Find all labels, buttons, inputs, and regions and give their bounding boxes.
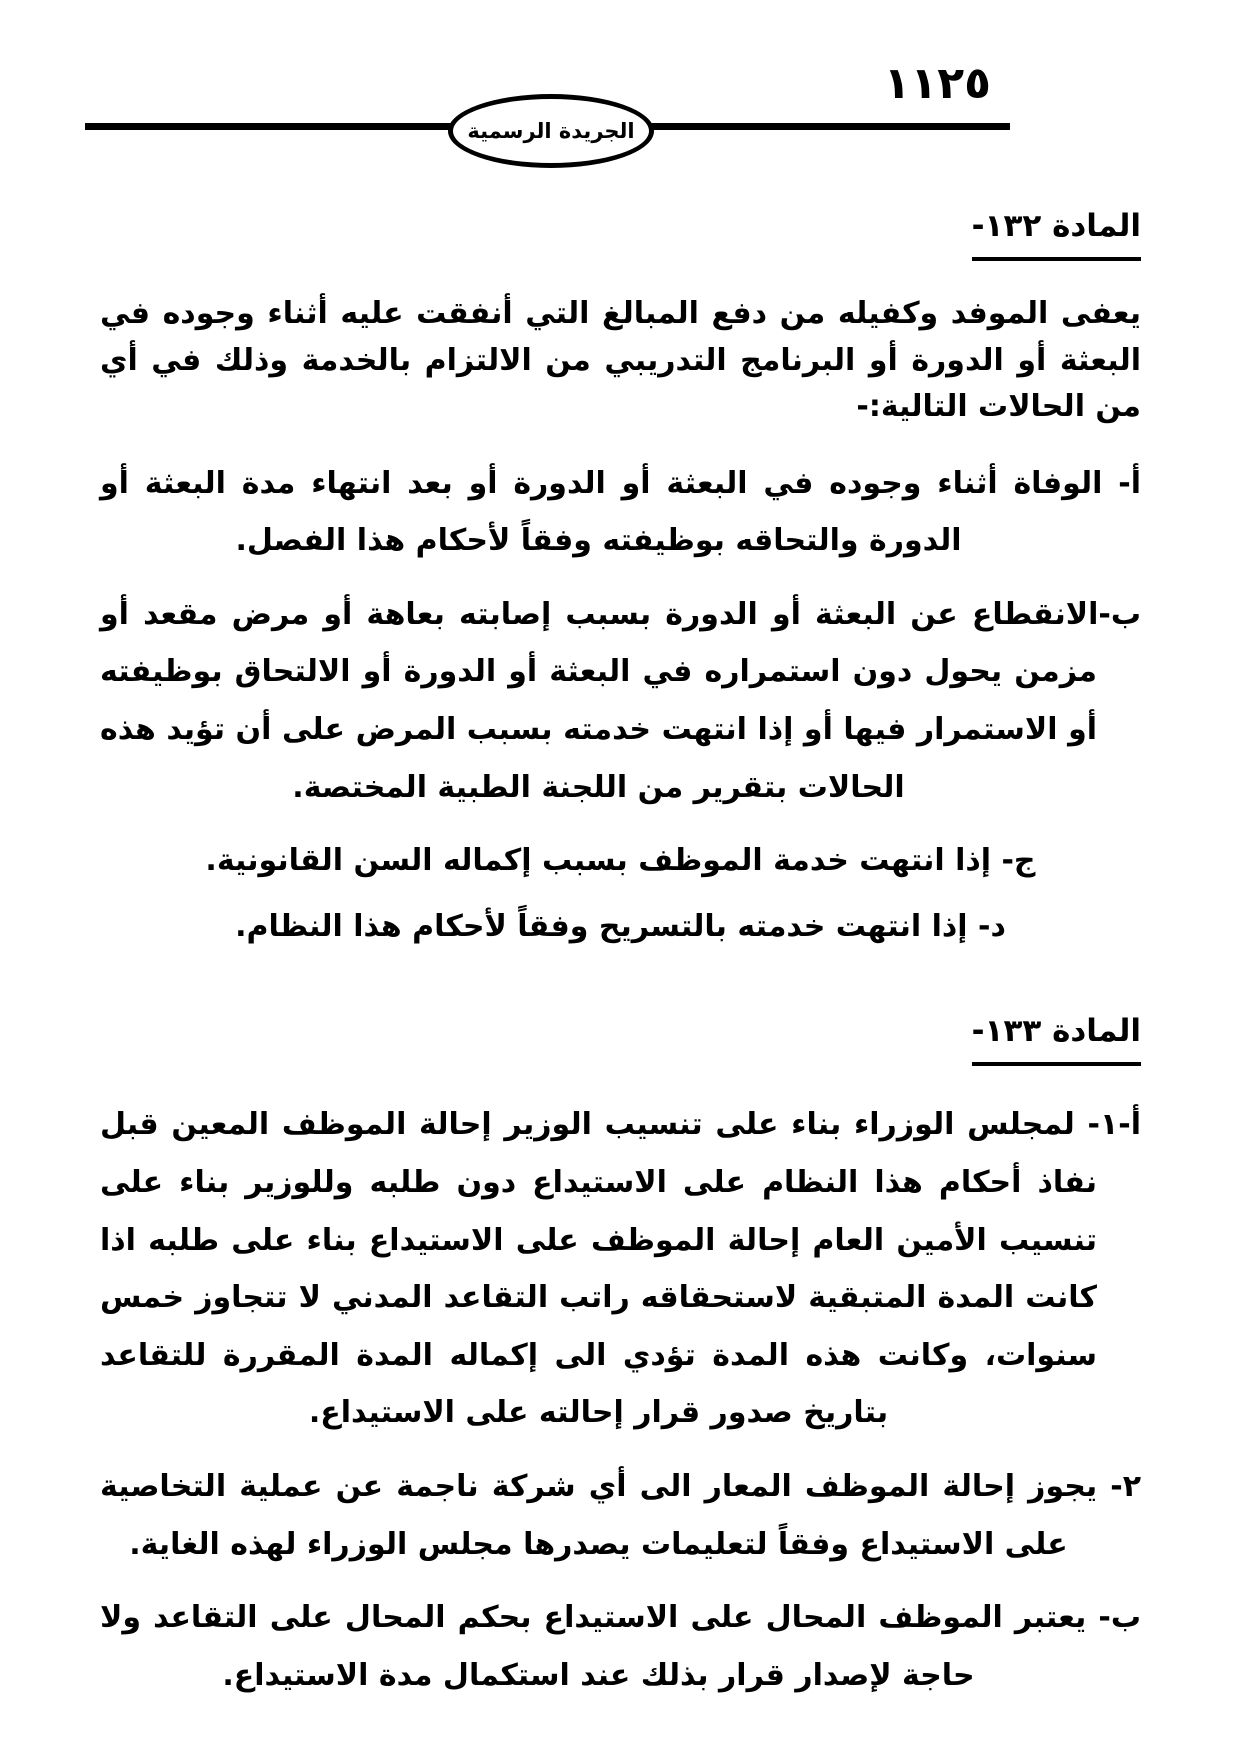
gazette-seal [448, 94, 654, 168]
article-133-heading-row [100, 1007, 1141, 1066]
article-132-item-dal: د- إذا انتهت خدمته بالتسريح وفقاً لأحكام هذا النظام. [235, 908, 1006, 944]
page-content [100, 202, 1141, 1755]
gazette-title: الجريدة الرسمية [467, 119, 635, 143]
article-132 [100, 202, 1141, 955]
article-132-heading: المادة ١٣٢- [972, 202, 1141, 261]
article-132-heading-row [100, 202, 1141, 261]
article-132-item-b: ب-الانقطاع عن البعثة أو الدورة بسبب إصابته بعاهة أو مرض مقعد أو مزمن يحول دون استمراره في البعثة أو الدورة أو الالتحاق بوظيفته أو الاستمرار فيها أو إذا انتهت خدمته بسبب المرض على أن تؤيد هذه الحالات بتقرير من اللجنة الطبية المختصة. [100, 596, 1141, 805]
page-number: ١١٢٥ [883, 58, 991, 109]
article-133-item-a1: أ-١- لمجلس الوزراء بناء على تنسيب الوزير إحالة الموظف المعين قبل نفاذ أحكام هذا النظام على الاستيداع دون طلبه وللوزير بناء على تنسيب الأمين العام إحالة الموظف على الاستيداع بناء على طلبه اذا كانت المدة المتبقية لاستحقاقه راتب التقاعد المدني لا تتجاوز خمس سنوات، وكانت هذه المدة تؤدي الى إكماله المدة المقررة للتقاعد بتاريخ صدور قرار إحالته على الاستيداع. [100, 1107, 1141, 1431]
article-133 [100, 1007, 1141, 1704]
article-133-item-b: ب- يعتبر الموظف المحال على الاستيداع بحكم المحال على التقاعد ولا حاجة لإصدار قرار بذلك عند استكمال مدة الاستيداع. [100, 1600, 1141, 1693]
article-132-item-jeem: ج- إذا انتهت خدمة الموظف بسبب إكماله السن القانونية. [205, 843, 1036, 879]
article-132-intro: يعفى الموفد وكفيله من دفع المبالغ التي أنفقت عليه أثناء وجوده في البعثة أو الدورة أو البرنامج التدريبي من الالتزام بالخدمة وذلك في أي من الحالات التالية:- [100, 296, 1141, 425]
article-132-item-a: أ- الوفاة أثناء وجوده في البعثة أو الدورة أو بعد انتهاء مدة البعثة أو الدورة والتحاقه بوظيفته وفقاً لأحكام هذا الفصل. [100, 465, 1141, 559]
article-133-heading: المادة ١٣٣- [972, 1007, 1141, 1066]
article-133-item-2: ٢- يجوز إحالة الموظف المعار الى أي شركة ناجمة عن عملية التخاصية على الاستيداع وفقاً لتعليمات يصدرها مجلس الوزراء لهذه الغاية. [100, 1468, 1141, 1562]
